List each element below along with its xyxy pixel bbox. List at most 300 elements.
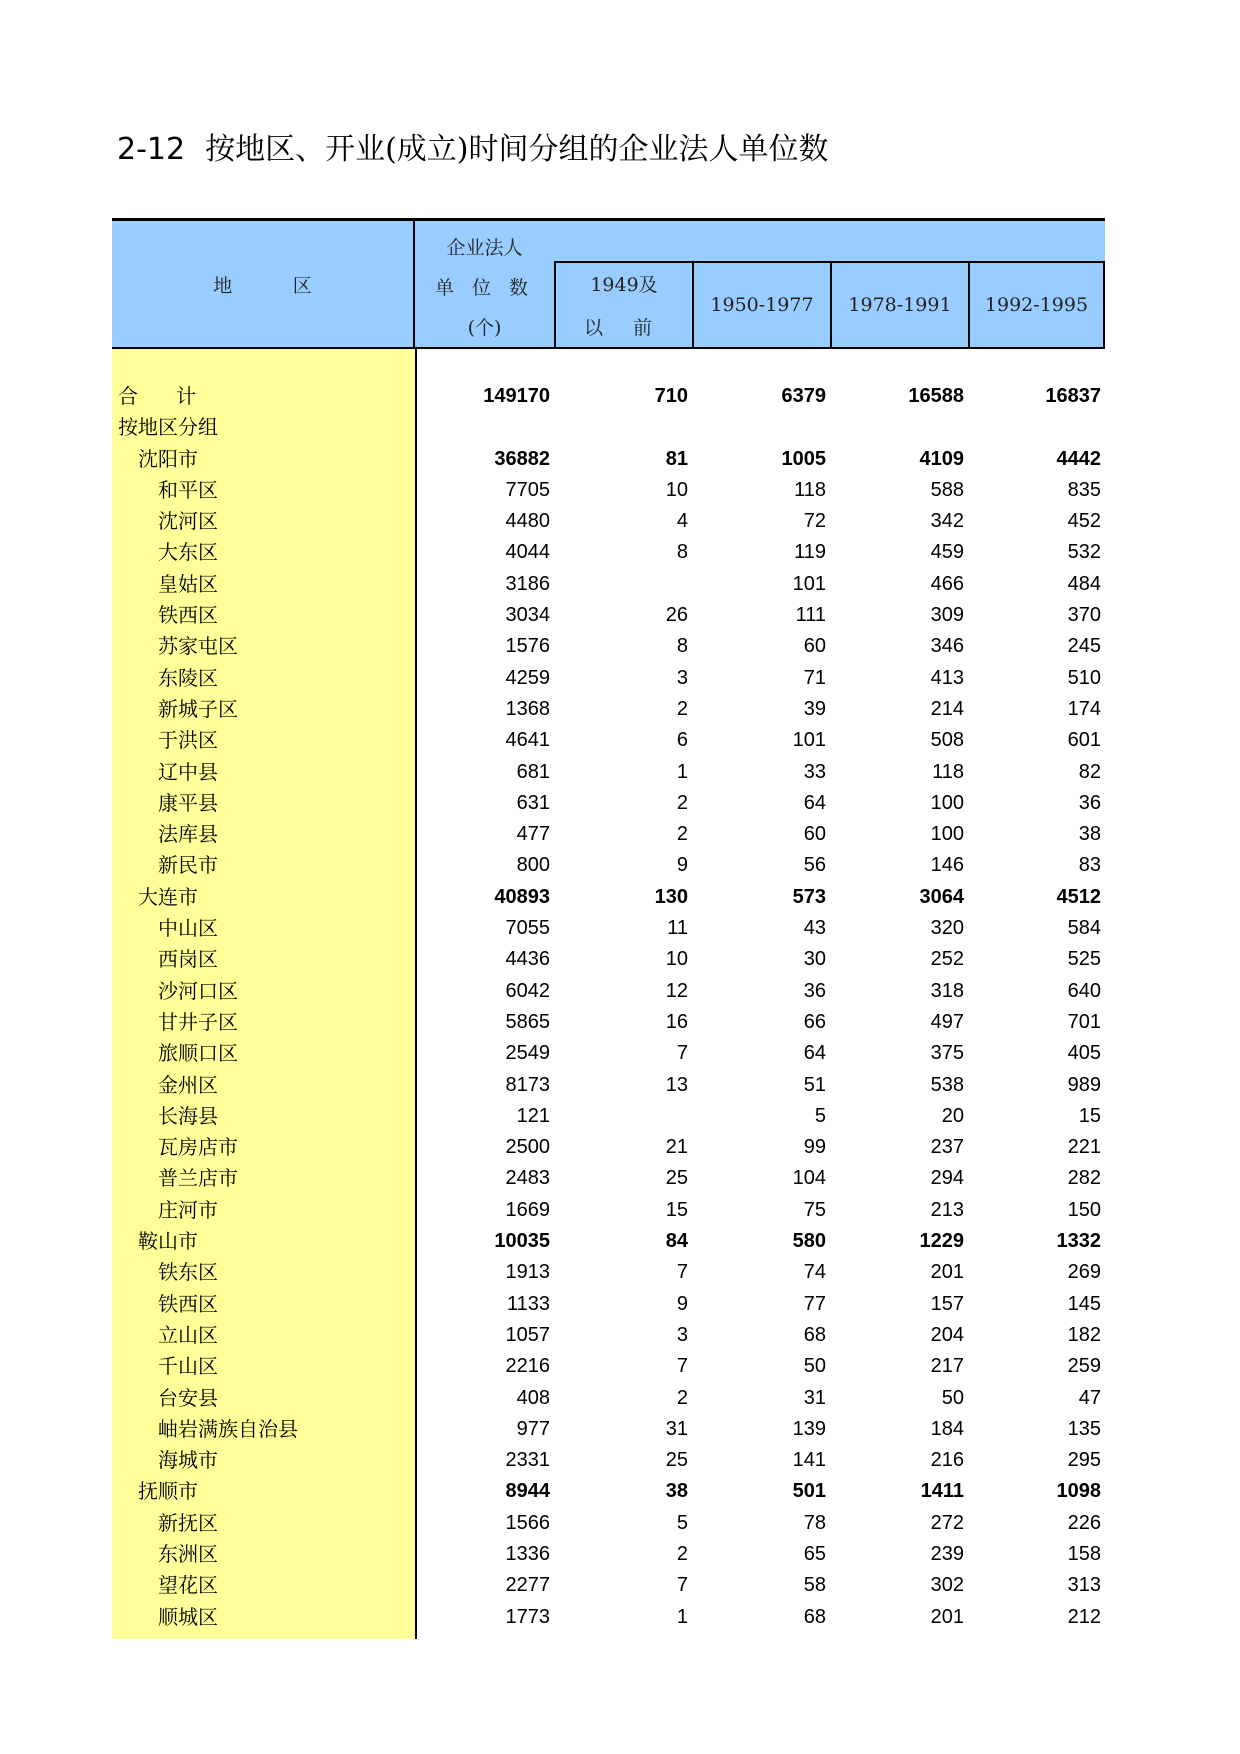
table-row [112,444,1105,475]
row-value-col-3: 118 [932,760,964,783]
row-region-name: 望花区 [158,1573,218,1598]
row-region-name: 庄河市 [158,1197,218,1222]
row-value-col-2: 101 [792,729,826,752]
table-title: 按地区、开业(成立)时间分组的企业法人单位数 [205,132,829,167]
row-value-col-1 [554,569,688,600]
table-body [112,349,1105,1649]
row-value-col-0: 2216 [505,1355,550,1378]
row-value-col-1: 2 [676,1542,688,1565]
row-value-col-0: 2331 [505,1449,550,1472]
row-region-name: 抚顺市 [138,1479,198,1504]
row-value-col-4: 82 [1078,760,1101,783]
row-value-col-4: 4512 [1056,885,1101,908]
row-value-col-4: 174 [1067,697,1101,720]
row-value-col-0: 10035 [494,1230,550,1253]
row-value-col-0: 1057 [505,1323,550,1346]
row-value-col-3: 318 [930,979,964,1002]
header-region-label: 地 区 [213,274,312,297]
header-total-line2: 单 位 数 [434,277,535,299]
row-value-col-2: 501 [792,1480,826,1503]
header-total [415,221,554,347]
row-value-col-1: 26 [665,604,688,627]
row-value-col-4: 452 [1067,510,1101,533]
table-row [112,537,1105,568]
row-region-name: 大连市 [138,884,198,909]
row-value-col-0: 3186 [505,572,550,595]
row-value-col-4: 510 [1067,666,1101,689]
row-value-col-1: 16 [665,1010,688,1033]
row-value-col-1: 25 [665,1167,688,1190]
row-value-col-0: 1773 [505,1605,550,1628]
row-region-name: 合 计 [118,384,197,408]
row-value-col-1: 84 [665,1230,688,1253]
row-value-col-2: 31 [803,1386,826,1409]
row-value-col-2: 36 [803,979,826,1002]
row-value-col-4: 4442 [1056,447,1101,470]
row-region-name: 苏家屯区 [158,634,238,659]
row-value-col-1: 7 [676,1574,688,1597]
row-value-col-4: 83 [1078,854,1101,877]
row-value-col-4: 269 [1067,1261,1101,1284]
row-value-col-3: 375 [930,1042,964,1065]
row-value-col-0: 1576 [505,635,550,658]
row-value-col-3: 272 [930,1511,964,1534]
row-value-col-0: 1133 [506,1292,550,1315]
row-value-col-3: 538 [930,1073,964,1096]
header-col-1950-1977 [692,261,830,347]
row-value-col-2: 6379 [781,385,826,407]
row-value-col-0: 7705 [505,478,550,501]
table-row [112,1602,1105,1633]
row-value-col-3: 217 [930,1355,964,1378]
row-region-name: 大东区 [158,540,218,565]
table-row [112,1539,1105,1570]
row-value-col-4: 1332 [1056,1230,1101,1253]
row-value-col-4: 584 [1067,917,1101,940]
row-value-col-0: 121 [516,1104,550,1127]
row-value-col-3: 100 [930,791,964,814]
row-value-col-3: 346 [930,635,964,658]
row-value-col-1: 31 [665,1417,688,1440]
row-value-col-4: 226 [1067,1511,1101,1534]
row-value-col-1: 10 [665,478,688,501]
row-region-name: 中山区 [158,916,218,941]
table-row [112,1007,1105,1038]
row-value-col-3: 294 [930,1167,964,1190]
page-title [117,130,829,170]
row-value-col-2 [692,412,826,443]
table-row [112,1414,1105,1445]
row-value-col-1: 9 [676,1292,688,1315]
row-value-col-0: 4044 [505,541,550,564]
table-row [112,1163,1105,1194]
table-row [112,569,1105,600]
row-value-col-1: 25 [665,1449,688,1472]
row-value-col-3: 20 [941,1104,964,1127]
header-col-1992-1995 [968,261,1105,347]
row-region-name: 千山区 [158,1354,218,1379]
row-region-name: 皇姑区 [158,571,218,596]
row-value-col-1: 81 [665,447,688,470]
row-value-col-3: 213 [930,1198,964,1221]
row-value-col-1: 8 [676,635,688,658]
row-region-name: 旅顺口区 [158,1041,238,1066]
row-value-col-2: 65 [803,1542,826,1565]
row-value-col-4: 259 [1067,1355,1101,1378]
row-value-col-0: 1336 [505,1542,550,1565]
row-region-name: 沈河区 [158,509,218,534]
table-row [112,1383,1105,1414]
row-value-col-3: 466 [930,572,964,595]
row-value-col-3: 1411 [920,1480,964,1503]
row-value-col-0: 631 [516,791,550,814]
row-value-col-2: 64 [803,791,826,814]
row-region-name: 瓦房店市 [158,1135,238,1160]
row-region-name: 新民市 [158,853,218,878]
row-value-col-4: 36 [1078,791,1101,814]
row-value-col-4: 221 [1067,1136,1101,1159]
row-region-name: 法库县 [158,822,218,847]
row-value-col-2: 39 [803,697,826,720]
table-row [112,506,1105,537]
table-row [112,944,1105,975]
row-value-col-2: 60 [803,823,826,846]
row-value-col-0: 2500 [505,1136,550,1159]
row-value-col-1: 9 [676,854,688,877]
row-value-col-3: 16588 [908,385,964,407]
row-value-col-4: 212 [1067,1605,1101,1628]
row-region-name: 东陵区 [158,665,218,690]
row-value-col-2: 51 [803,1073,826,1096]
table-row [112,850,1105,881]
row-value-col-4: 16837 [1045,385,1101,407]
row-region-name: 铁东区 [158,1260,218,1285]
row-region-name: 东洲区 [158,1541,218,1566]
header-total-line1: 企业法人 [446,237,523,259]
table-row [112,631,1105,662]
row-value-col-2: 78 [803,1511,826,1534]
table-number: 2-12 [117,132,186,167]
row-value-col-2: 33 [803,760,826,783]
row-value-col-1: 8 [676,541,688,564]
row-value-col-2: 119 [794,541,826,564]
row-region-name: 沙河口区 [158,978,238,1003]
row-value-col-0: 2483 [505,1167,550,1190]
row-region-name: 岫岩满族自治县 [158,1416,298,1441]
row-value-col-2: 56 [803,854,826,877]
row-region-name: 普兰店市 [158,1166,238,1191]
table-row [112,1195,1105,1226]
row-value-col-0: 681 [516,760,550,783]
row-value-col-2: 64 [803,1042,826,1065]
row-value-col-3: 588 [930,478,964,501]
row-value-col-3: 459 [930,541,964,564]
row-value-col-2: 118 [794,478,826,501]
row-region-name: 金州区 [158,1072,218,1097]
row-value-col-1: 11 [667,917,688,940]
row-value-col-1: 2 [676,823,688,846]
row-value-col-1: 2 [676,791,688,814]
row-value-col-0: 800 [516,854,550,877]
row-value-col-0: 2277 [505,1574,550,1597]
row-value-col-1: 13 [665,1073,688,1096]
row-value-col-0: 8173 [505,1073,550,1096]
row-value-col-3: 184 [930,1417,964,1440]
row-value-col-1: 38 [665,1480,688,1503]
table-row [112,1508,1105,1539]
row-region-name: 鞍山市 [138,1229,198,1254]
row-value-col-2: 72 [803,510,826,533]
row-value-col-2: 141 [792,1449,826,1472]
row-region-name: 铁西区 [158,1291,218,1316]
table-row [112,1351,1105,1382]
row-value-col-3 [830,412,964,443]
row-region-name: 台安县 [158,1385,218,1410]
row-value-col-1: 6 [676,729,688,752]
row-value-col-1: 21 [665,1136,688,1159]
table-row [112,412,1105,443]
row-value-col-3: 252 [930,948,964,971]
header-col-1949-line1: 1949及 [590,274,658,296]
header-col-1978-1991-label: 1978-1991 [848,294,952,316]
row-value-col-0: 7055 [505,917,550,940]
row-value-col-4: 1098 [1056,1480,1101,1503]
row-value-col-1: 130 [654,885,688,908]
row-value-col-3: 239 [930,1542,964,1565]
row-region-name: 新城子区 [158,696,238,721]
table-row [112,1570,1105,1601]
row-value-col-2: 77 [803,1292,826,1315]
row-value-col-0: 1669 [505,1198,550,1221]
row-region-name: 于洪区 [158,728,218,753]
row-value-col-3: 100 [930,823,964,846]
row-value-col-2: 50 [803,1355,826,1378]
row-value-col-2: 104 [792,1167,826,1190]
row-value-col-3: 237 [930,1136,964,1159]
row-value-col-0: 149170 [483,385,550,407]
row-value-col-4 [968,412,1101,443]
table-row [112,600,1105,631]
row-value-col-3: 216 [930,1449,964,1472]
row-value-col-3: 3064 [919,885,964,908]
row-value-col-0: 3034 [505,604,550,627]
row-value-col-3: 50 [941,1386,964,1409]
row-value-col-4: 145 [1067,1292,1101,1315]
row-value-col-4: 370 [1067,604,1101,627]
row-value-col-3: 497 [930,1010,964,1033]
row-region-name: 按地区分组 [118,415,218,440]
row-value-col-3: 413 [930,666,964,689]
row-value-col-4: 640 [1067,979,1101,1002]
row-value-col-0: 1566 [505,1511,550,1534]
row-value-col-4: 835 [1067,478,1101,501]
row-value-col-2: 66 [803,1010,826,1033]
row-value-col-2: 75 [803,1198,826,1221]
table-row [112,819,1105,850]
row-value-col-0: 5865 [505,1010,550,1033]
row-value-col-3: 342 [930,510,964,533]
header-col-1950-1977-label: 1950-1977 [710,294,814,316]
row-value-col-3: 508 [930,729,964,752]
row-value-col-1: 10 [665,948,688,971]
row-value-col-4: 38 [1078,823,1101,846]
row-value-col-0: 40893 [494,885,550,908]
row-value-col-4: 989 [1067,1073,1101,1096]
data-table [112,218,1105,1649]
table-row [112,1320,1105,1351]
row-value-col-0 [415,412,550,443]
row-value-col-1: 7 [676,1261,688,1284]
row-value-col-2: 58 [803,1574,826,1597]
table-row [112,1132,1105,1163]
row-region-name: 长海县 [158,1103,218,1128]
row-value-col-2: 580 [792,1230,826,1253]
row-value-col-1 [554,1101,688,1132]
row-value-col-2: 60 [803,635,826,658]
row-value-col-3: 309 [930,604,964,627]
row-value-col-4: 245 [1067,635,1101,658]
row-value-col-0: 2549 [505,1042,550,1065]
row-value-col-2: 111 [795,604,826,627]
row-value-col-4: 150 [1067,1198,1101,1221]
row-value-col-4: 701 [1067,1010,1101,1033]
table-row [112,1476,1105,1507]
row-value-col-4: 484 [1067,572,1101,595]
table-row [112,757,1105,788]
row-value-col-1: 710 [654,385,688,407]
row-value-col-2: 573 [792,885,826,908]
table-row [112,882,1105,913]
row-value-col-3: 201 [930,1605,964,1628]
table-rows [112,381,1105,1633]
table-row [112,1226,1105,1257]
table-row [112,1257,1105,1288]
row-value-col-3: 157 [930,1292,964,1315]
header-col-1949-line2: 以 前 [583,317,665,339]
header-total-line3: (个) [467,317,502,339]
row-value-col-4: 158 [1067,1542,1101,1565]
row-value-col-0: 6042 [505,979,550,1002]
row-value-col-2: 68 [803,1605,826,1628]
table-row [112,1289,1105,1320]
row-value-col-4: 525 [1067,948,1101,971]
row-region-name: 立山区 [158,1322,218,1347]
row-value-col-0: 36882 [494,447,550,470]
row-value-col-0: 4436 [505,948,550,971]
row-region-name: 沈阳市 [138,446,198,471]
header-col-1992-1995-label: 1992-1995 [984,294,1089,316]
row-value-col-1: 2 [676,1386,688,1409]
row-region-name: 铁西区 [158,603,218,628]
table-row [112,1070,1105,1101]
row-region-name: 甘井子区 [158,1009,238,1034]
row-value-col-4: 313 [1067,1574,1101,1597]
row-value-col-1 [554,412,688,443]
row-value-col-1: 5 [676,1511,688,1534]
header-col-1978-1991 [830,261,968,347]
row-region-name: 辽中县 [158,759,218,784]
row-value-col-2: 1005 [781,447,826,470]
row-value-col-0: 4259 [505,666,550,689]
table-row [112,1038,1105,1069]
row-value-col-4: 532 [1067,541,1101,564]
table-row [112,913,1105,944]
row-value-col-0: 477 [516,823,550,846]
row-value-col-1: 4 [676,510,688,533]
row-value-col-0: 408 [516,1386,550,1409]
row-region-name: 顺城区 [158,1604,218,1629]
row-region-name: 西岗区 [158,947,218,972]
row-value-col-4: 15 [1078,1104,1101,1127]
row-region-name: 和平区 [158,477,218,502]
row-value-col-2: 139 [792,1417,826,1440]
row-value-col-4: 47 [1078,1386,1101,1409]
row-value-col-2: 5 [814,1104,826,1127]
table-header [112,218,1105,349]
row-value-col-3: 320 [930,917,964,940]
row-value-col-1: 3 [676,1323,688,1346]
table-row [112,725,1105,756]
table-row [112,381,1105,412]
header-col-1949 [554,261,692,347]
row-value-col-1: 7 [676,1355,688,1378]
row-value-col-2: 30 [803,948,826,971]
row-value-col-4: 182 [1067,1323,1101,1346]
row-value-col-2: 43 [803,917,826,940]
row-value-col-0: 1913 [505,1261,550,1284]
row-value-col-0: 4480 [505,510,550,533]
row-value-col-4: 295 [1067,1449,1101,1472]
row-value-col-3: 1229 [919,1230,964,1253]
table-row [112,788,1105,819]
row-value-col-3: 302 [930,1574,964,1597]
row-value-col-0: 977 [516,1417,550,1440]
row-region-name: 康平县 [158,790,218,815]
row-region-name: 海城市 [158,1448,218,1473]
table-row [112,663,1105,694]
row-value-col-1: 12 [665,979,688,1002]
row-value-col-4: 135 [1067,1417,1101,1440]
row-value-col-0: 1368 [505,697,550,720]
row-value-col-1: 1 [676,1605,688,1628]
row-value-col-1: 1 [676,760,688,783]
table-row [112,1101,1105,1132]
row-value-col-2: 71 [803,666,826,689]
row-value-col-0: 8944 [505,1480,550,1503]
table-row [112,1445,1105,1476]
row-value-col-1: 3 [676,666,688,689]
row-value-col-3: 4109 [919,447,964,470]
row-value-col-1: 7 [676,1042,688,1065]
table-row [112,976,1105,1007]
row-value-col-2: 101 [792,572,826,595]
row-value-col-1: 15 [665,1198,688,1221]
row-value-col-0: 4641 [505,729,550,752]
row-value-col-2: 68 [803,1323,826,1346]
row-value-col-4: 601 [1067,729,1101,752]
row-value-col-3: 214 [930,697,964,720]
header-region [112,221,415,347]
row-value-col-1: 2 [676,697,688,720]
row-value-col-4: 282 [1067,1167,1101,1190]
row-value-col-3: 201 [930,1261,964,1284]
row-value-col-3: 204 [930,1323,964,1346]
row-value-col-2: 74 [803,1261,826,1284]
table-row [112,694,1105,725]
row-value-col-4: 405 [1067,1042,1101,1065]
row-value-col-3: 146 [930,854,964,877]
table-row [112,475,1105,506]
